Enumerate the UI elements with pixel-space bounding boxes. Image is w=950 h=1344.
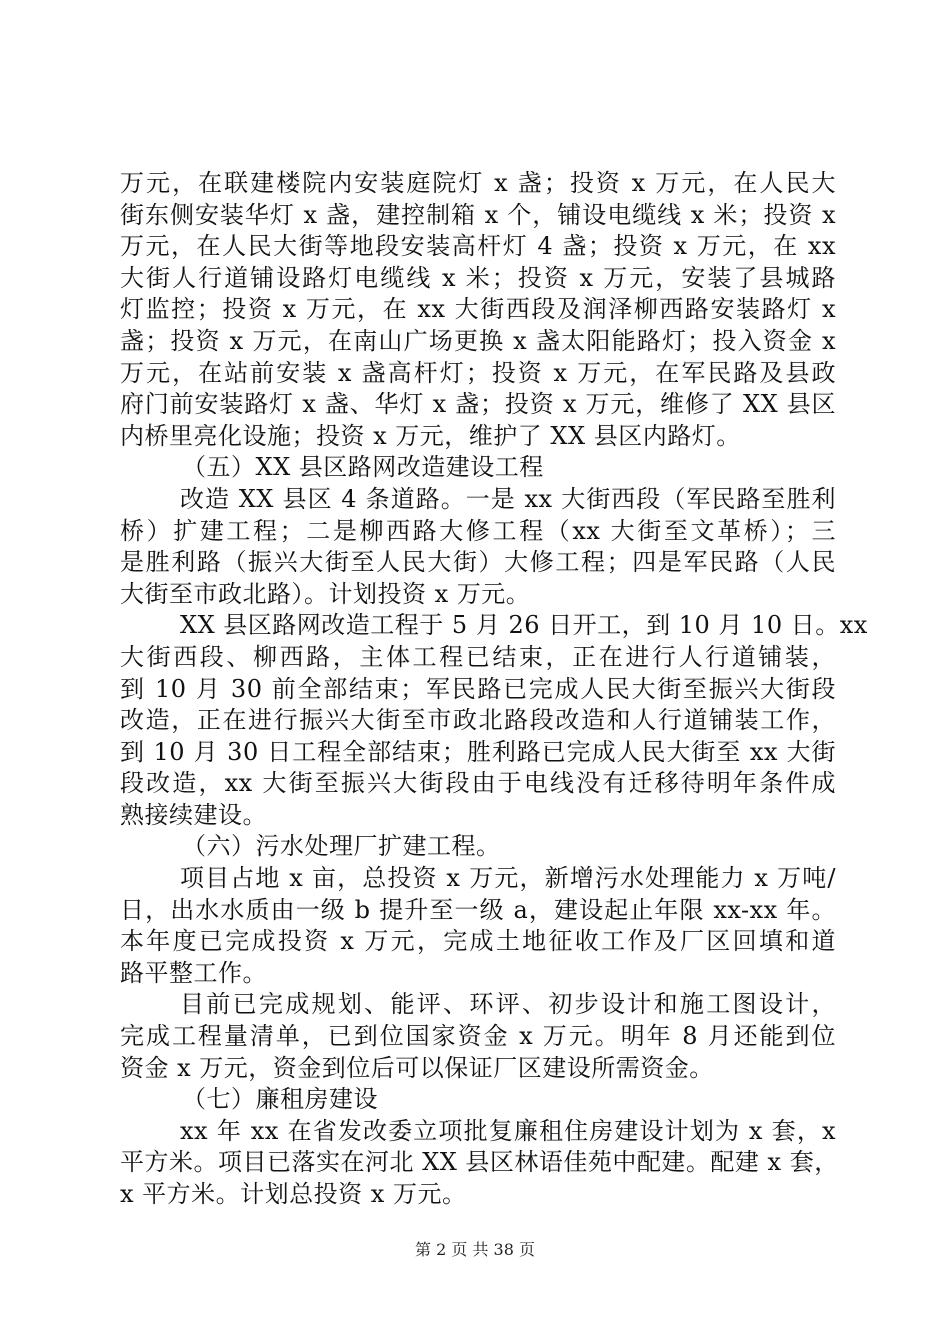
paragraph-line: 到 10 月 30 日工程全部结束；胜利路已完成人民大街至 xx 大街: [120, 737, 836, 766]
paragraph-line: 是胜利路（振兴大街至人民大街）大修工程；四是军民路（人民: [120, 548, 836, 577]
paragraph-line: 项目占地 x 亩，总投资 x 万元，新增污水处理能力 x 万吨/: [180, 864, 836, 893]
paragraph-line: x 平方米。计划总投资 x 万元。: [120, 1180, 467, 1208]
paragraph-line: 到 10 月 30 前全部结束；军民路已完成人民大街至振兴大街段: [120, 674, 836, 703]
paragraph-line: 桥）扩建工程；二是柳西路大修工程（xx 大街至文革桥）；三: [120, 516, 836, 545]
paragraph-line: 改造 XX 县区 4 条道路。一是 xx 大街西段（军民路至胜利: [180, 484, 836, 513]
paragraph-line: 路平整工作。: [120, 958, 267, 987]
paragraph-line: 盏；投资 x 万元，在南山广场更换 x 盏太阳能路灯；投入资金 x: [120, 326, 836, 355]
paragraph-line: 平方米。项目已落实在河北 XX 县区林语佳苑中配建。配建 x 套，: [120, 1148, 839, 1177]
paragraph-line: 街东侧安装华灯 x 盏，建控制箱 x 个，铺设电缆线 x 米；投资 x: [120, 200, 836, 229]
section-heading: （六）污水处理厂扩建工程。: [182, 832, 501, 861]
paragraph-line: 段改造，xx 大街至振兴大街段由于电线没有迁移待明年条件成: [120, 769, 836, 798]
page-number-footer: 第 2 页 共 38 页: [415, 1240, 535, 1259]
paragraph-line: 熟接续建设。: [120, 800, 267, 829]
paragraph-line: 本年度已完成投资 x 万元，完成土地征收工作及厂区回填和道: [120, 927, 836, 956]
paragraph-line: 大街西段、柳西路，主体工程已结束，正在进行人行道铺装，: [120, 642, 836, 671]
paragraph-line: 大街人行道铺设路灯电缆线 x 米；投资 x 万元，安装了县城路: [120, 263, 836, 292]
paragraph-line: 内桥里亮化设施；投资 x 万元，维护了 XX 县区内路灯。: [120, 421, 741, 450]
paragraph-line: 万元，在联建楼院内安装庭院灯 x 盏；投资 x 万元，在人民大: [120, 169, 836, 197]
paragraph-line: 万元，在站前安装 x 盏高杆灯；投资 x 万元，在军民路及县政: [120, 358, 836, 387]
section-heading: （五）XX 县区路网改造建设工程: [182, 453, 544, 482]
paragraph-line: 万元，在人民大街等地段安装高杆灯 4 盏；投资 x 万元，在 xx: [120, 232, 836, 261]
paragraph-line: XX 县区路网改造工程于 5 月 26 日开工，到 10 月 10 日。xx: [180, 611, 868, 640]
paragraph-line: xx 年 xx 在省发改委立项批复廉租住房建设计划为 x 套，x: [180, 1116, 836, 1145]
paragraph-line: 府门前安装路灯 x 盏、华灯 x 盏；投资 x 万元，维修了 XX 县区: [120, 390, 836, 419]
section-heading: （七）廉租房建设: [182, 1085, 378, 1114]
document-body: [120, 168, 868, 1211]
paragraph-line: 资金 x 万元，资金到位后可以保证厂区建设所需资金。: [120, 1053, 714, 1082]
paragraph-line: 改造，正在进行振兴大街至市政北路段改造和人行道铺装工作，: [120, 706, 836, 735]
paragraph-line: 大街至市政北路）。计划投资 x 万元。: [120, 579, 531, 608]
paragraph-line: 完成工程量清单，已到位国家资金 x 万元。明年 8 月还能到位: [120, 1022, 836, 1051]
paragraph-line: 目前已完成规划、能评、环评、初步设计和施工图设计，: [180, 990, 836, 1019]
paragraph-line: 灯监控；投资 x 万元，在 xx 大街西段及润泽柳西路安装路灯 x: [120, 295, 836, 324]
paragraph-line: 日，出水水质由一级 b 提升至一级 a，建设起止年限 xx-xx 年。: [120, 895, 836, 924]
